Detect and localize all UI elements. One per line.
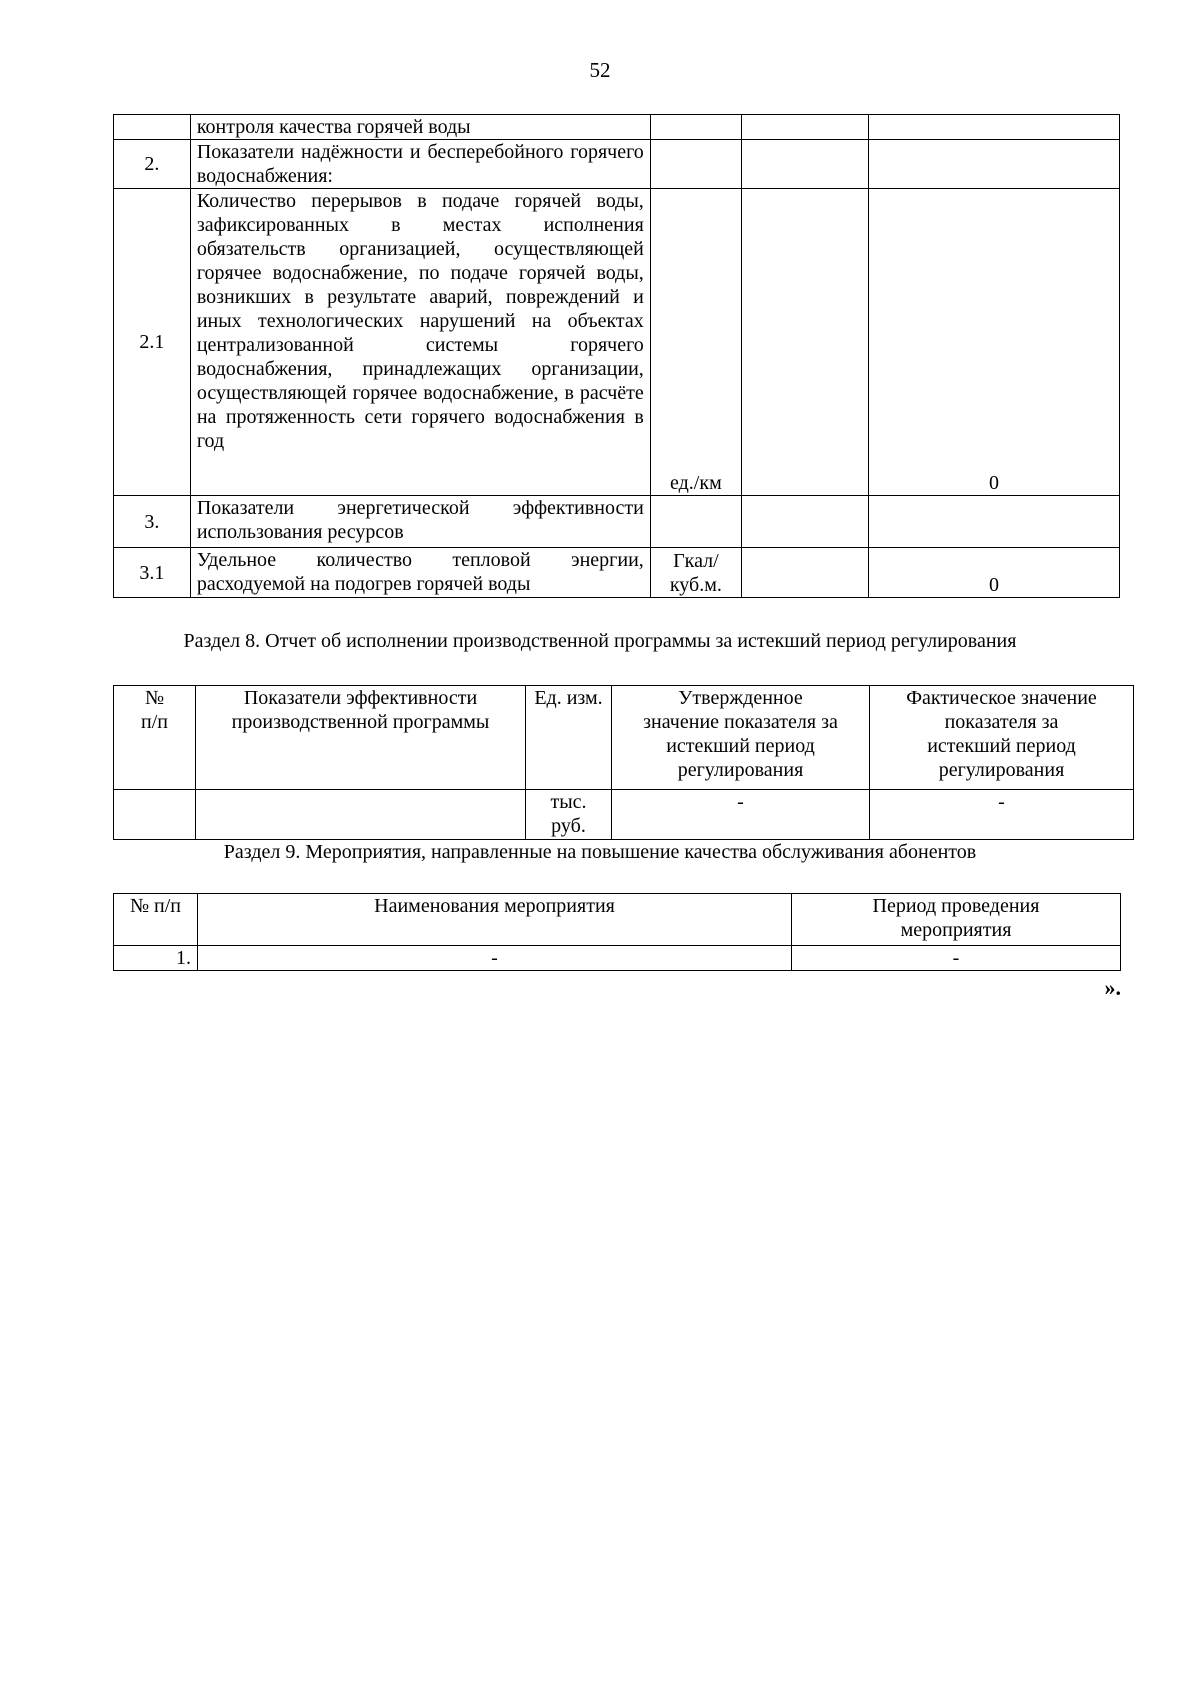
row-number [114,115,191,140]
row-empty [741,496,868,548]
row-indicator [196,790,526,840]
row-number: 3. [114,496,191,548]
program-report-table [113,685,1134,840]
header-approved-value: Утвержденное значение показателя за истекший период регулирования [612,686,870,790]
header-period: Период проведения мероприятия [792,894,1121,946]
section-8-title: Раздел 8. Отчет об исполнении производственной программы за истекший период регулирования [183,630,1017,652]
row-unit: тыс. руб. [526,790,612,840]
closing-quote: ». [1104,975,1121,1000]
table-row [114,790,1134,840]
header-actual-value: Фактическое значение показателя за истекший период регулирования [870,686,1134,790]
indicators-table [113,114,1120,598]
table-row [114,548,1120,598]
page-number: 52 [589,58,611,82]
row-number: 3.1 [114,548,191,598]
row-empty [741,548,868,598]
row-unit [650,140,741,189]
row-description: контроля качества горячей воды [190,115,650,140]
row-unit: Гкал/ куб.м. [650,548,741,598]
table-row [114,115,1120,140]
table-row [114,496,1120,548]
row-number [114,790,196,840]
header-indicators: Показатели эффективности производственной программы [196,686,526,790]
row-unit: ед./км [650,189,741,496]
row-number: 2. [114,140,191,189]
table-row [114,189,1120,496]
row-description: Показатели энергетической эффективности использования ресурсов [190,496,650,548]
row-value [868,115,1119,140]
row-description: Количество перерывов в подаче горячей воды, зафиксированных в местах исполнения обязательств организацией, осуществляющей горячее водоснабжение, по подаче горячей воды, возникших в результате аварий, повреждений и иных технологических нарушений на объектах централизованной системы горячего водоснабжения, принадлежащих организации, осуществляющей горячее водоснабжение, в расчёте на протяженность сети горячего водоснабжения в год [190,189,650,496]
row-value [868,140,1119,189]
header-number: № п/п [114,894,198,946]
section-9-title: Раздел 9. Мероприятия, направленные на повышение качества обслуживания абонентов [223,841,977,863]
row-value: 0 [868,189,1119,496]
row-empty [741,115,868,140]
row-unit [650,115,741,140]
row-empty [741,140,868,189]
table-row [114,140,1120,189]
row-value: 0 [868,548,1119,598]
row-number: 2.1 [114,189,191,496]
row-measure-name: - [198,946,792,971]
header-measure-name: Наименования мероприятия [198,894,792,946]
header-number: № п/п [114,686,196,790]
table-header-row [114,894,1121,946]
table-header-row [114,686,1134,790]
row-value [868,496,1119,548]
row-period: - [792,946,1121,971]
row-unit [650,496,741,548]
table-row [114,946,1121,971]
row-description: Удельное количество тепловой энергии, расходуемой на подогрев горячей воды [190,548,650,598]
row-empty [741,189,868,496]
row-description: Показатели надёжности и бесперебойного горячего водоснабжения: [190,140,650,189]
header-unit: Ед. изм. [526,686,612,790]
row-approved-value: - [612,790,870,840]
measures-table [113,893,1121,971]
row-number: 1. [114,946,198,971]
row-actual-value: - [870,790,1134,840]
